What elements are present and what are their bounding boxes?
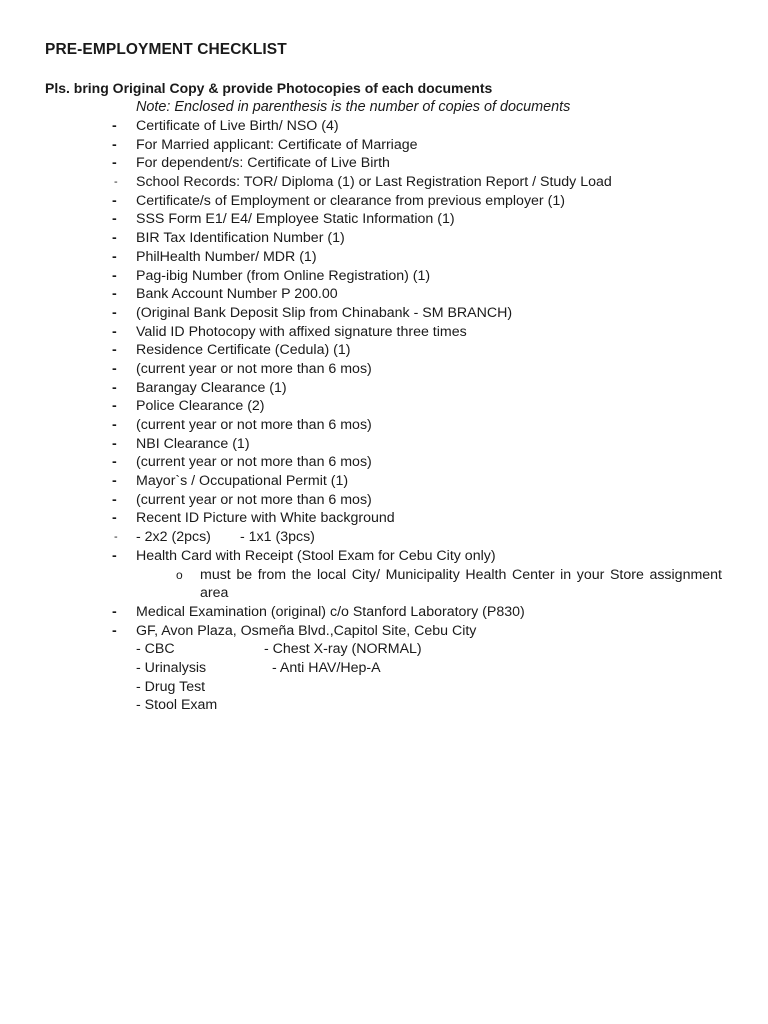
dash-bullet: - <box>112 267 117 284</box>
list-item: - SSS Form E1/ E4/ Employee Static Information (1) <box>112 211 455 228</box>
list-item: - (current year or not more than 6 mos) <box>112 454 372 471</box>
list-item: - PhilHealth Number/ MDR (1) <box>112 248 317 265</box>
tests-row-2 <box>0 659 768 678</box>
dash-bullet: - <box>112 398 117 415</box>
tests-row-1 <box>0 640 768 659</box>
test-chest-xray: - Chest X-ray (NORMAL) <box>264 641 422 658</box>
picture-size-1x1: - 1x1 (3pcs) <box>240 529 315 546</box>
test-urinalysis: - Urinalysis <box>136 659 207 676</box>
list-item: - Mayor`s / Occupational Permit (1) <box>112 473 349 490</box>
list-item: - Valid ID Photocopy with affixed signature three times <box>112 323 467 340</box>
document-title: PRE-EMPLOYMENT CHECKLIST <box>45 41 287 58</box>
dash-bullet: - <box>112 379 117 396</box>
dash-bullet: - <box>112 211 117 228</box>
tests-row-4 <box>0 696 768 715</box>
list-item: - BIR Tax Identification Number (1) <box>112 230 345 247</box>
test-stool: - Stool Exam <box>136 697 218 714</box>
dash-bullet: - <box>112 192 117 209</box>
dash-bullet: - <box>112 248 117 265</box>
list-item-health-card: - Health Card with Receipt (Stool Exam for Cebu City only) <box>112 547 496 564</box>
dash-bullet: - <box>112 230 117 247</box>
dash-bullet: - <box>112 286 117 303</box>
dash-bullet: - <box>114 531 118 544</box>
dash-bullet: - <box>112 360 117 377</box>
tests-row-3 <box>0 678 768 697</box>
list-item: - Police Clearance (2) <box>112 398 265 415</box>
instruction-line: Pls. bring Original Copy & provide Photocopies of each documents <box>45 80 493 96</box>
dash-bullet: - <box>112 491 117 508</box>
test-drug: - Drug Test <box>136 678 206 695</box>
list-item: - Residence Certificate (Cedula) (1) <box>112 342 351 359</box>
list-item: - (current year or not more than 6 mos) <box>112 491 372 508</box>
list-item: - Barangay Clearance (1) <box>112 379 287 396</box>
dash-bullet: - <box>112 510 117 527</box>
list-item: - For Married applicant: Certificate of Marriage <box>112 136 418 153</box>
dash-bullet: - <box>112 136 117 153</box>
dash-bullet: - <box>112 323 117 340</box>
dash-bullet: - <box>112 473 117 490</box>
circle-bullet-icon: o <box>176 567 183 582</box>
health-card-subitem: o must be from the local City/ Municipality Health Center in your Store assignment area <box>176 566 722 602</box>
dash-bullet: - <box>112 454 117 471</box>
requirements-list <box>0 117 768 715</box>
list-item: - (current year or not more than 6 mos) <box>112 360 372 377</box>
dash-bullet: - <box>112 622 117 639</box>
dash-bullet: - <box>112 603 117 620</box>
list-item: - NBI Clearance (1) <box>112 435 250 452</box>
dash-bullet: - <box>112 118 117 134</box>
list-item: - Pag-ibig Number (from Online Registration) (1) <box>112 267 431 284</box>
dash-bullet: - <box>112 304 117 321</box>
test-cbc: - CBC <box>136 641 175 658</box>
test-anti-hav: - Anti HAV/Hep-A <box>272 659 381 676</box>
list-item: - Recent ID Picture with White background <box>112 510 395 527</box>
list-item-medical: - Medical Examination (original) c/o Stanford Laboratory (P830) <box>112 603 525 620</box>
dash-bullet: - <box>112 417 117 433</box>
list-item: - Bank Account Number P 200.00 <box>112 286 338 303</box>
dash-bullet: - <box>112 547 117 564</box>
list-item: - Certificate of Live Birth/ NSO (4) <box>112 118 339 134</box>
list-item: - (current year or not more than 6 mos) <box>112 417 372 433</box>
dash-bullet: - <box>112 342 117 359</box>
list-item: - For dependent/s: Certificate of Live Birth <box>112 155 390 172</box>
dash-bullet: - <box>112 435 117 452</box>
list-item: - School Records: TOR/ Diploma (1) or Last Registration Report / Study Load <box>114 174 612 191</box>
list-item: - (Original Bank Deposit Slip from Chinabank - SM BRANCH) <box>112 304 513 321</box>
dash-bullet: - <box>112 155 117 172</box>
picture-sizes-row <box>0 528 768 547</box>
picture-size-2x2: - 2x2 (2pcs) <box>136 529 211 546</box>
dash-bullet: - <box>114 176 118 189</box>
list-item-address: - GF, Avon Plaza, Osmeña Blvd.,Capitol Site, Cebu City <box>112 622 477 639</box>
note-line: Note: Enclosed in parenthesis is the number of copies of documents <box>136 99 571 115</box>
list-item: - Certificate/s of Employment or clearance from previous employer (1) <box>112 192 565 209</box>
